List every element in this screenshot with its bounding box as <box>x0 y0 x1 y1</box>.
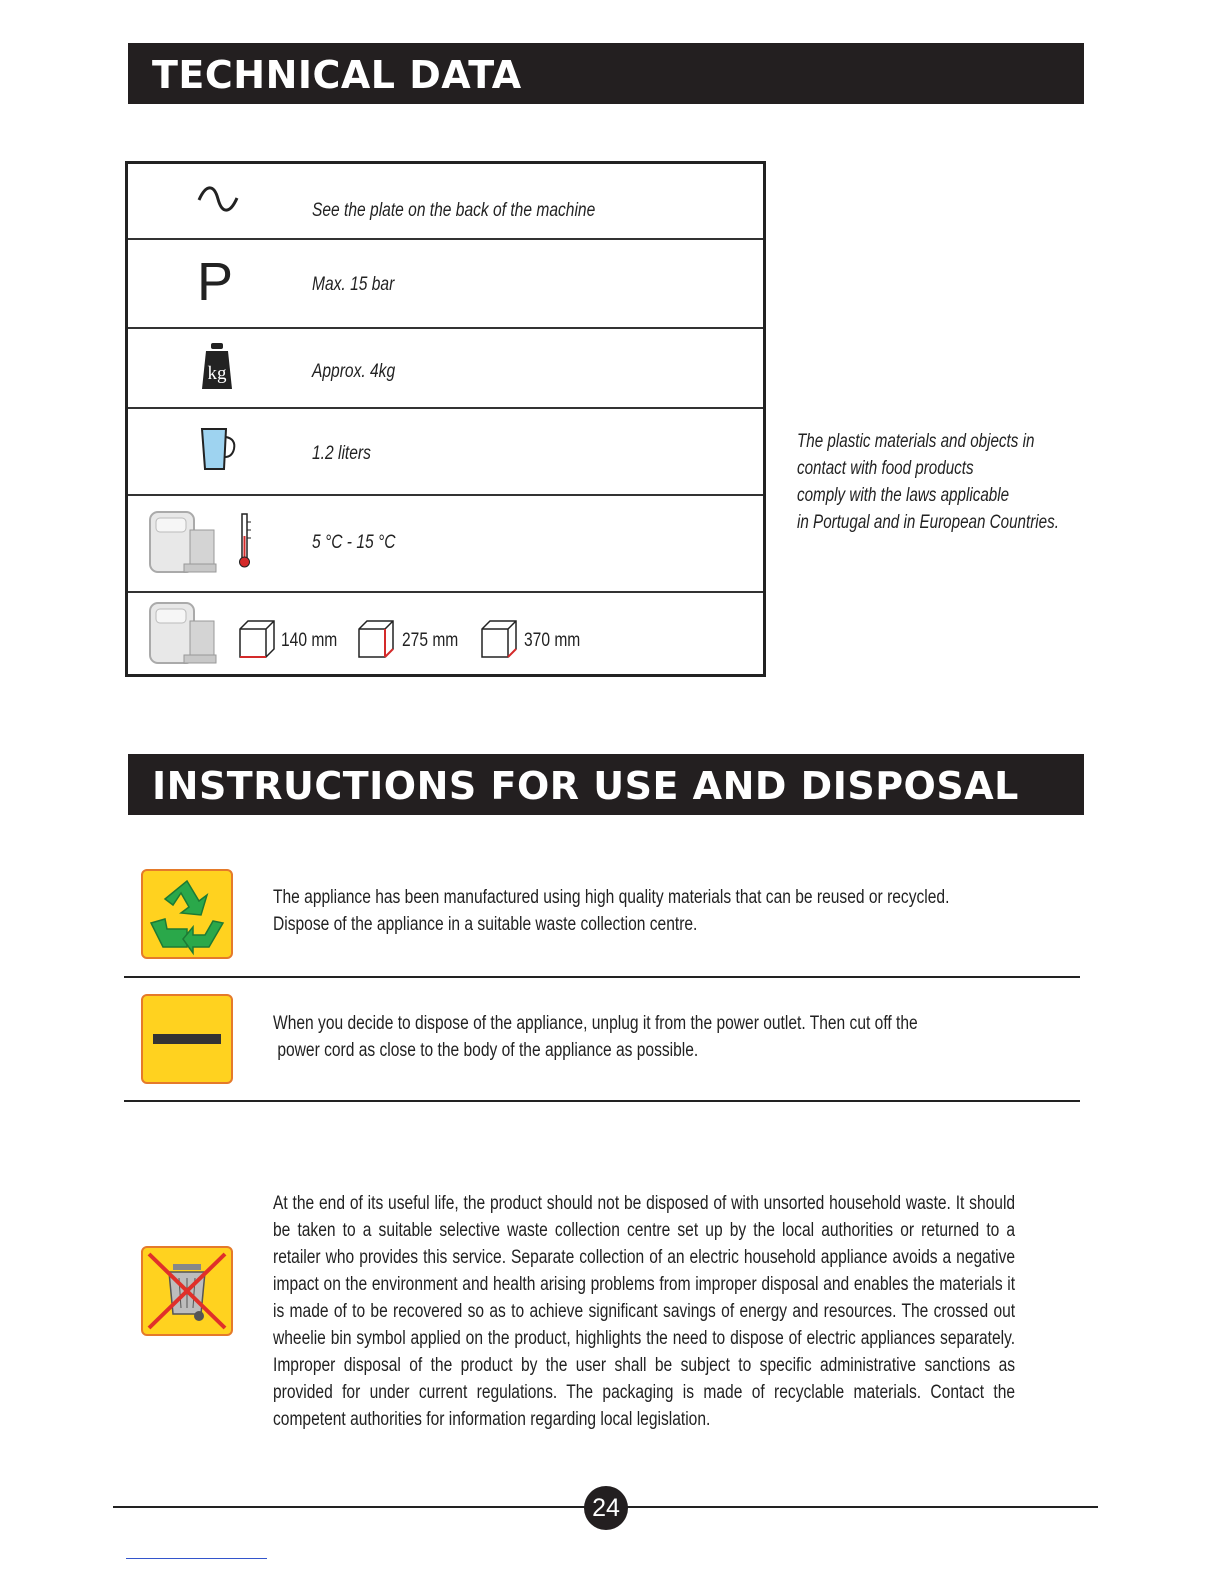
note-line: contact with food products <box>797 458 974 479</box>
coffee-machine-icon <box>144 595 220 671</box>
temperature-text: 5 °C - 15 °C <box>312 532 396 553</box>
width-text: 140 mm <box>281 630 338 651</box>
thermometer-icon <box>238 512 254 570</box>
table-row <box>128 164 763 240</box>
footer-line-left <box>113 1506 585 1508</box>
cut-cord-icon <box>141 994 233 1084</box>
text-line: power cord as close to the body of the appliance as possible. <box>273 1040 699 1061</box>
water-tank-icon <box>198 425 238 473</box>
tank-text: 1.2 liters <box>312 443 371 464</box>
cut-cord-text <box>273 1010 918 1064</box>
weight-text: Approx. 4kg <box>312 361 396 382</box>
technical-data-table <box>125 161 766 677</box>
width-cube-icon <box>238 619 276 659</box>
text-line: The appliance has been manufactured using high quality materials that can be reused or recycled. <box>273 887 950 908</box>
weee-text: At the end of its useful life, the product should not be disposed of with unsorted household waste. It should be taken to a suitable selective waste collection centre set up by the local authorities or returned to a retailer who provides this service. Separate collection of an electric household appliance avoids a negative impact on the environment and health arising problems from improper disposal and enables the materials it is made of to be recovered so as to achieve significant savings of energy and resources. The crossed out wheelie bin symbol applied on the product, highlights the need to dispose of electric appliances separately. Improper disposal of the product by the user shall be subject to specific administrative sanctions as provided for under current regulations. The packaging is made of recyclable materials. Contact the competent authorities for information regarding local legislation. <box>273 1193 1016 1430</box>
page-number: 24 <box>584 1486 628 1530</box>
coffee-machine-icon <box>144 504 220 580</box>
pressure-p-icon: P <box>197 252 234 312</box>
ac-wave-icon <box>196 186 240 212</box>
weight-kg-icon <box>202 343 232 389</box>
text-line: When you decide to dispose of the appliance, unplug it from the power outlet. Then cut off the <box>273 1013 918 1034</box>
disposal-heading-bar <box>128 754 1084 815</box>
table-row <box>128 327 763 409</box>
weight-kg-label: kg <box>207 363 227 384</box>
depth-text: 275 mm <box>402 630 459 651</box>
food-contact-note <box>797 428 1059 536</box>
divider <box>124 976 1080 978</box>
footer-line-right <box>627 1506 1098 1508</box>
technical-data-heading-bar <box>128 43 1084 104</box>
height-cube-icon <box>480 619 518 659</box>
recycle-text <box>273 884 949 938</box>
supply-text: See the plate on the back of the machine <box>312 200 596 221</box>
table-row <box>128 407 763 496</box>
crossed-bin-icon <box>141 1246 233 1336</box>
divider <box>124 1100 1080 1102</box>
table-row <box>128 591 763 674</box>
height-text: 370 mm <box>524 630 581 651</box>
technical-data-heading: TECHNICAL DATA <box>152 53 522 97</box>
recycle-icon <box>141 869 233 959</box>
note-line: The plastic materials and objects in <box>797 431 1035 452</box>
note-line: comply with the laws applicable <box>797 485 1010 506</box>
table-row <box>128 494 763 593</box>
disposal-heading: INSTRUCTIONS FOR USE AND DISPOSAL <box>152 764 1019 808</box>
pressure-text: Max. 15 bar <box>312 274 395 295</box>
note-line: in Portugal and in European Countries. <box>797 512 1059 533</box>
table-row <box>128 238 763 329</box>
depth-cube-icon <box>357 619 395 659</box>
text-line: Dispose of the appliance in a suitable waste collection centre. <box>273 914 698 935</box>
footer-rule <box>126 1558 267 1559</box>
